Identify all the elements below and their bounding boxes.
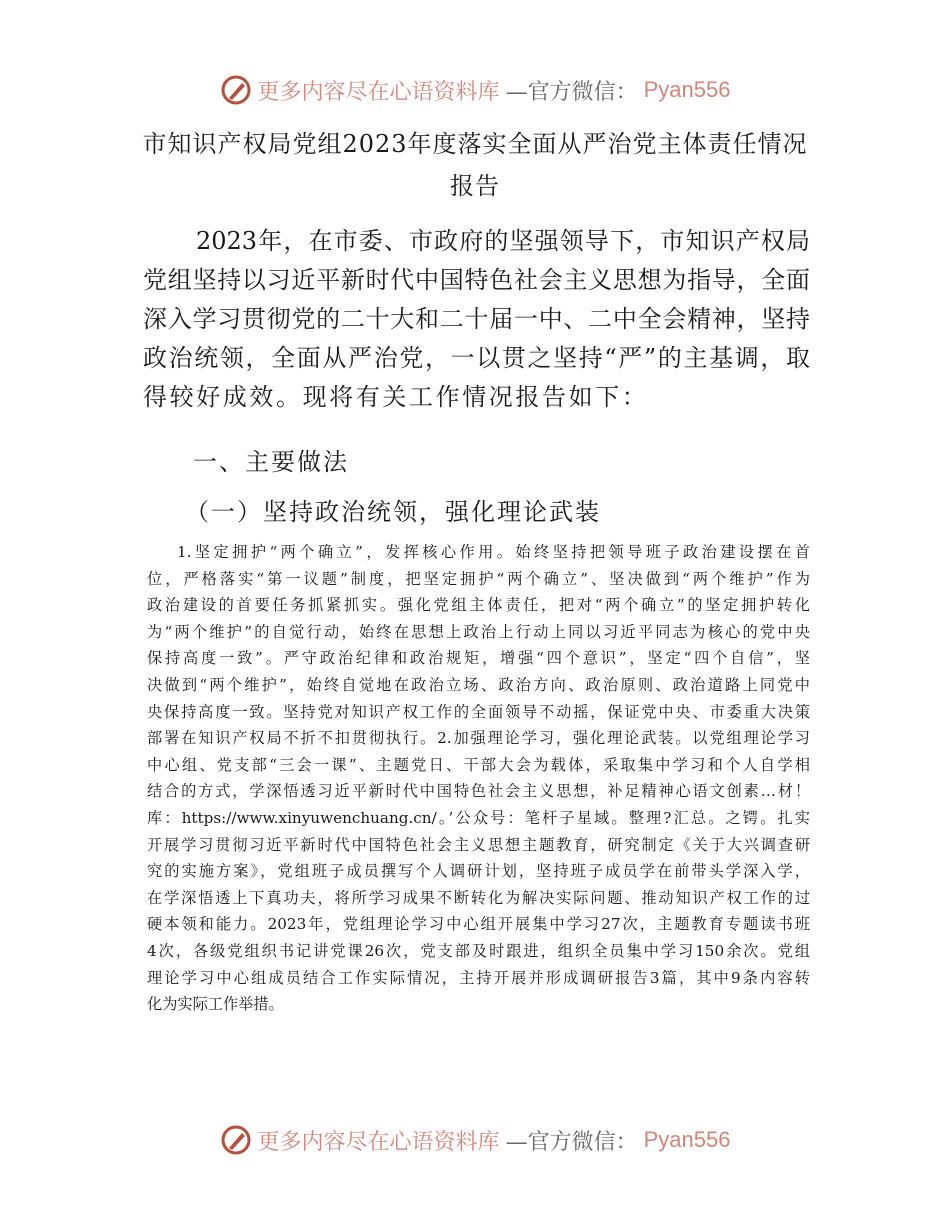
section-heading: 一、主要做法 <box>193 448 349 476</box>
intro-line: 政治统领，全面从严治党，一以贯之坚持“严”的主基调，取 <box>143 344 810 372</box>
body-line: 为“两个维护”的自觉行动，始终在思想上政治上行动上同以习近平同志为核心的党中央 <box>147 622 810 641</box>
body-line: 部署在知识产权局不折不扣贯彻执行。2.加强理论学习，强化理论武装。以党组理论学习 <box>147 729 810 748</box>
intro-line: 2023年，在市委、市政府的坚强领导下，市知识产权局 <box>196 227 810 255</box>
body-line: 究的实施方案》，党组班子成员撰写个人调研计划，坚持班子成员学在前带头学深入学， <box>147 862 810 881</box>
banner-text: 更多内容尽在心语资料库 <box>257 79 500 105</box>
banner-wechat-label: —官方微信： <box>505 79 638 105</box>
document-title-line2: 报告 <box>450 172 500 200</box>
body-line: 在学深悟透上下真功夫，将所学习成果不断转化为解决实际问题、推动知识产权工作的过 <box>147 888 810 907</box>
body-line: 库：https://www.xinyuwenchuang.cn/。’公众号：笔杆子星域。整理?汇总。之锷。扎实 <box>147 809 810 827</box>
body-line: 硬本领和能力。2023年，党组理论学习中心组开展集中学习27次，主题教育专题读书班 <box>147 915 810 934</box>
body-line: 中心组、党支部“三会一课”、主题党日、干部大会为载体，采取集中学习和个人自学相 <box>147 755 810 774</box>
footer-banner <box>0 1120 950 1160</box>
banner-wechat-id: Pyan556 <box>643 1127 731 1152</box>
document-title-line1: 市知识产权局党组2023年度落实全面从严治党主体责任情况 <box>142 130 808 158</box>
body-line: 决做到“两个维护”，始终自觉地在政治立场、政治方向、政治原则、政治道路上同党中 <box>147 676 810 694</box>
body-line: 保持高度一致”。严守政治纪律和政治规矩，增强“四个意识”，坚定“四个自信”，坚 <box>147 649 810 668</box>
banner-text: 更多内容尽在心语资料库 <box>257 1129 500 1155</box>
subsection-heading: （一）坚持政治统领，强化理论武装 <box>185 498 601 526</box>
pen-logo-icon <box>220 1124 252 1156</box>
body-line: 位，严格落实“第一议题”制度，把坚定拥护“两个确立”、坚决做到“两个维护”作为 <box>147 569 810 588</box>
body-line: 开展学习贯彻习近平新时代中国特色社会主义思想主题教育，研究制定《关于大兴调查研 <box>147 835 810 854</box>
body-line: 化为实际工作举措。 <box>147 995 284 1014</box>
banner-wechat-id: Pyan556 <box>643 77 731 102</box>
intro-line: 得较好成效。现将有关工作情况报告如下： <box>143 383 649 411</box>
intro-line: 党组坚持以习近平新时代中国特色社会主义思想为指导，全面 <box>143 266 810 294</box>
header-banner <box>0 70 950 110</box>
body-line: 4次，各级党组织书记讲党课26次，党支部及时跟进，组织全员集中学习150余次。党组 <box>147 942 810 960</box>
intro-line: 深入学习贯彻党的二十大和二十届一中、二中全会精神，坚持 <box>143 305 810 333</box>
body-line: 政治建设的首要任务抓紧抓实。强化党组主体责任，把对“两个确立”的坚定拥护转化 <box>147 596 810 615</box>
banner-wechat-label: —官方微信： <box>505 1129 638 1155</box>
body-line: 1.坚定拥护“两个确立”，发挥核心作用。始终坚持把领导班子政治建设摆在首 <box>177 543 810 561</box>
body-line: 理论学习中心组成员结合工作实际情况，主持开展并形成调研报告3篇，其中9条内容转 <box>147 968 810 987</box>
body-line: 结合的方式，学深悟透习近平新时代中国特色社会主义思想，补足精神心语文创素…材！ <box>147 782 810 801</box>
body-line: 央保持高度一致。坚持党对知识产权工作的全面领导不动摇，保证党中央、市委重大决策 <box>147 702 810 721</box>
pen-logo-icon <box>220 74 252 106</box>
